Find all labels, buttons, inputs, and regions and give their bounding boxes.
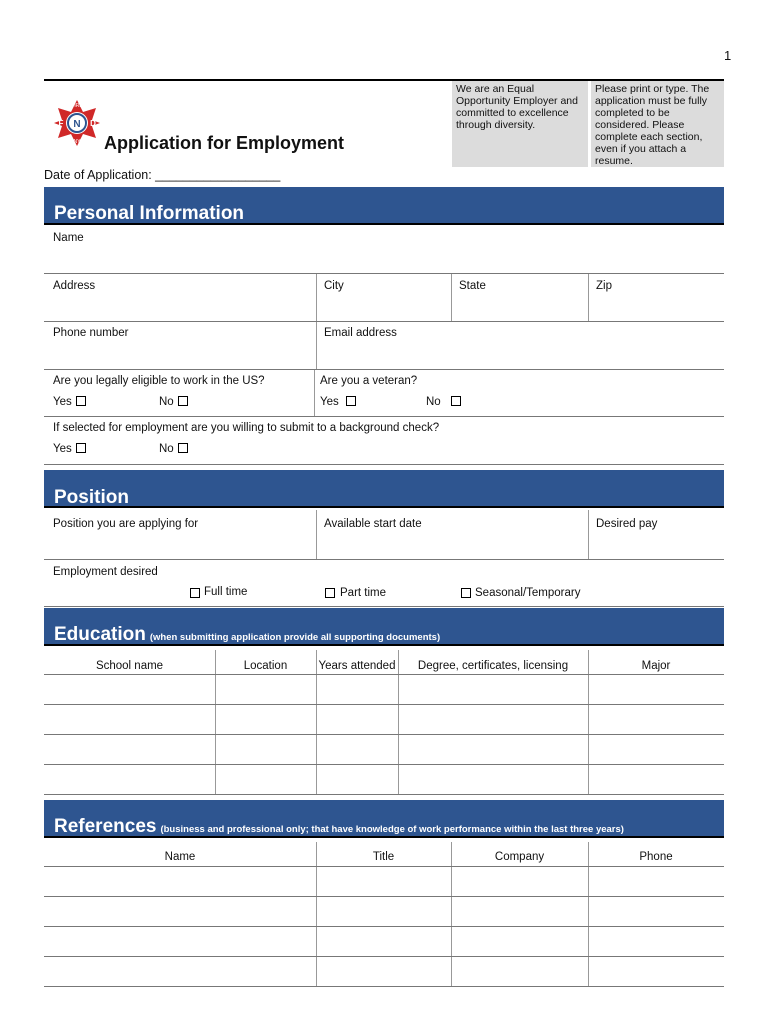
row-divider xyxy=(44,606,724,607)
education-subtitle: (when submitting application provide all supporting documents) xyxy=(149,632,441,643)
col-divider xyxy=(588,842,589,987)
veteran-no-label: No xyxy=(426,396,441,408)
page-title: Application for Employment xyxy=(104,133,345,153)
eligible-no-option[interactable] xyxy=(159,396,188,408)
table-row xyxy=(44,896,724,897)
references-col-title: Title xyxy=(372,851,395,863)
references-subtitle: (business and professional only; that have knowledge of work performance within the last three years) xyxy=(160,824,624,835)
position-header xyxy=(44,470,724,508)
seasonal-label: Seasonal/Temporary xyxy=(475,587,581,599)
row-divider xyxy=(44,559,724,560)
education-header xyxy=(44,608,724,646)
col-divider xyxy=(398,650,399,795)
education-col-location: Location xyxy=(243,660,288,672)
veteran-question: Are you a veteran? xyxy=(320,375,418,387)
references-title: References xyxy=(54,816,157,837)
veteran-yes-option[interactable] xyxy=(320,396,356,408)
table-row xyxy=(44,926,724,927)
col-divider xyxy=(314,370,315,416)
background-yes-label: Yes xyxy=(53,443,72,455)
eligible-no-label: No xyxy=(159,396,174,408)
col-divider xyxy=(316,510,317,559)
full-time-checkbox[interactable] xyxy=(190,588,200,598)
background-check-question: If selected for employment are you willing to submit to a background check? xyxy=(53,422,440,434)
veteran-no-checkbox[interactable] xyxy=(451,396,461,406)
page-number: 1 xyxy=(724,48,732,63)
eligible-no-checkbox[interactable] xyxy=(178,396,188,406)
col-divider xyxy=(316,322,317,369)
eligible-yes-checkbox[interactable] xyxy=(76,396,86,406)
veteran-yes-checkbox[interactable] xyxy=(346,396,356,406)
start-date-label: Available start date xyxy=(324,518,422,530)
full-time-label: Full time xyxy=(204,586,248,598)
instructions-note: Please print or type. The application must be fully completed to be considered. Please complete each section, even if you attach a resume. xyxy=(591,81,724,167)
name-label: Name xyxy=(53,232,84,244)
background-yes-option[interactable] xyxy=(53,443,86,455)
logo-letter-center: N xyxy=(73,119,81,130)
employment-desired-label: Employment desired xyxy=(53,566,158,578)
position-title: Position xyxy=(54,487,129,508)
part-time-label: Part time xyxy=(340,587,387,599)
eligible-yes-label: Yes xyxy=(53,396,72,408)
personal-information-title: Personal Information xyxy=(54,203,245,224)
logo-text-top: FIRE xyxy=(71,103,83,109)
eligible-yes-option[interactable] xyxy=(53,396,86,408)
position-applying-label: Position you are applying for xyxy=(53,518,199,530)
background-no-option[interactable] xyxy=(159,443,188,455)
col-divider xyxy=(316,274,317,321)
background-yes-checkbox[interactable] xyxy=(76,443,86,453)
city-label: City xyxy=(324,280,344,292)
seasonal-checkbox[interactable] xyxy=(461,588,471,598)
personal-information-header xyxy=(44,187,724,225)
references-header xyxy=(44,800,724,838)
col-divider xyxy=(215,650,216,795)
education-col-years: Years attended xyxy=(318,660,396,672)
col-divider xyxy=(588,650,589,795)
veteran-no-option[interactable] xyxy=(426,396,461,408)
row-divider xyxy=(44,273,724,274)
table-row xyxy=(44,956,724,957)
veteran-yes-label: Yes xyxy=(320,396,339,408)
table-row xyxy=(44,794,724,795)
date-of-application-field[interactable]: Date of Application: __________________ xyxy=(44,168,281,182)
background-no-checkbox[interactable] xyxy=(178,443,188,453)
references-col-name: Name xyxy=(164,851,196,863)
row-divider xyxy=(44,464,724,465)
education-col-school: School name xyxy=(95,660,164,672)
table-row xyxy=(44,704,724,705)
table-row xyxy=(44,674,724,675)
logo-letter-right: D xyxy=(90,119,96,128)
col-divider xyxy=(451,274,452,321)
table-row xyxy=(44,764,724,765)
fire-department-logo-icon xyxy=(52,98,102,148)
address-label: Address xyxy=(53,280,96,292)
row-divider xyxy=(44,369,724,370)
col-divider xyxy=(588,510,589,559)
equal-opportunity-note: We are an Equal Opportunity Employer and committed to excellence through diversity. xyxy=(452,81,588,167)
education-col-degree: Degree, certificates, licensing xyxy=(417,660,569,672)
eligibility-question: Are you legally eligible to work in the US? xyxy=(53,375,265,387)
email-label: Email address xyxy=(324,327,397,339)
col-divider xyxy=(316,842,317,987)
table-row xyxy=(44,986,724,987)
col-divider xyxy=(451,842,452,987)
background-no-label: No xyxy=(159,443,174,455)
desired-pay-label: Desired pay xyxy=(596,518,658,530)
table-row xyxy=(44,866,724,867)
education-col-major: Major xyxy=(641,660,671,672)
zip-label: Zip xyxy=(596,280,612,292)
logo-text-bottom: NY xyxy=(73,139,81,145)
row-divider xyxy=(44,321,724,322)
logo-letter-left: F xyxy=(58,119,64,128)
part-time-checkbox[interactable] xyxy=(325,588,335,598)
col-divider xyxy=(588,274,589,321)
col-divider xyxy=(316,650,317,795)
education-title: Education xyxy=(54,624,146,645)
references-col-company: Company xyxy=(494,851,545,863)
state-label: State xyxy=(459,280,486,292)
phone-label: Phone number xyxy=(53,327,129,339)
references-col-phone: Phone xyxy=(639,851,673,863)
row-divider xyxy=(44,416,724,417)
table-row xyxy=(44,734,724,735)
